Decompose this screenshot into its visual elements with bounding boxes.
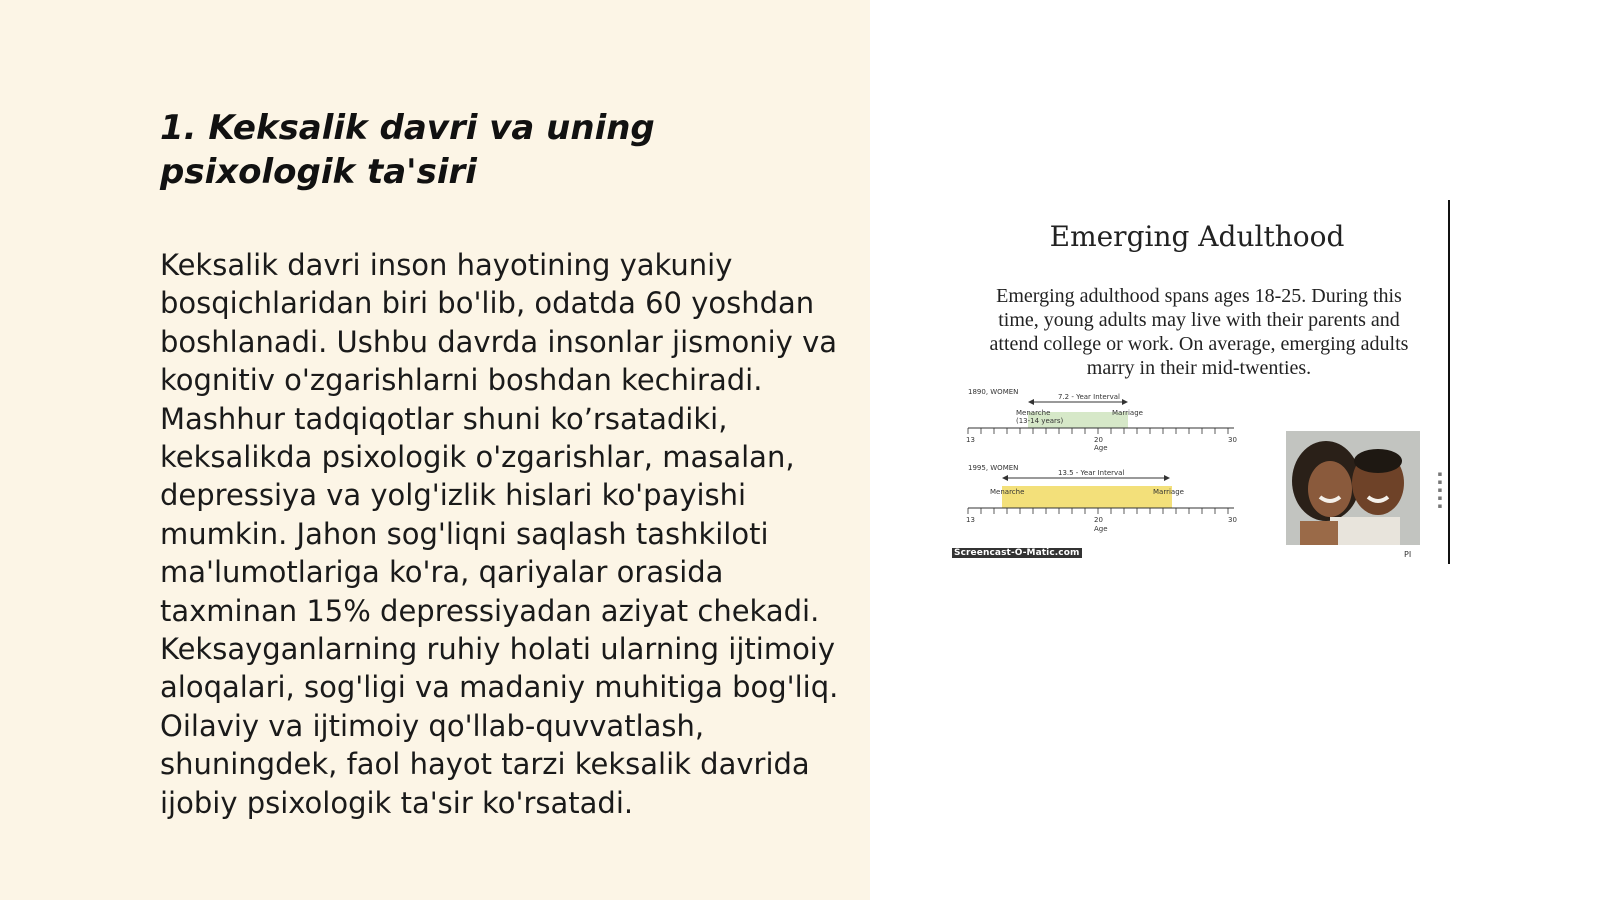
couple-photo bbox=[1286, 431, 1420, 545]
watermark: Screencast-O-Matic.com bbox=[954, 548, 1080, 558]
emerging-adulthood-figure bbox=[948, 200, 1450, 564]
timeline-2-start: Menarche bbox=[990, 488, 1025, 496]
timeline-1-start: Menarche bbox=[1016, 409, 1051, 417]
couple-photo-image bbox=[1286, 431, 1420, 545]
timeline-1-tick-label: 13 bbox=[966, 436, 975, 444]
arrow-right-icon bbox=[1164, 475, 1170, 481]
timeline-2-tick-label: 13 bbox=[966, 516, 975, 524]
timeline-2-axis-title: Age bbox=[1094, 525, 1108, 533]
page-number: PI bbox=[1404, 550, 1412, 559]
slide-body-text: Keksalik davri inson hayotining yakuniy bosqichlaridan biri bo'lib, odatda 60 yoshdan boshlanadi. Ushbu davrda insonlar jismoniy va kognitiv o'zgarishlarni boshdan kechiradi. Mashhur tadqiqotlar shuni ko’rsatadiki, keksalikda psixologik o'zgarishlar, masalan, depressiya va yolg'izlik hislari ko'payishi mumkin. Jahon sog'liqni saqlash tashkiloti ma'lumotlariga ko'ra, qariyalar orasida taxminan 15% depressiyadan aziyat chekadi. Keksayganlarning ruhiy holati ularning ijtimoiy aloqalari, sog'ligi va madaniy muhitiga bog'liq. Oilaviy va ijtimoiy qo'llab-quvvatlash, shuningdek, faol hayot tarzi keksalik davrida ijobiy psixologik ta'sir ko'rsatadi. bbox=[160, 248, 839, 820]
timeline-2-interval: 13.5 - Year Interval bbox=[1058, 469, 1125, 477]
figure-border bbox=[1448, 200, 1450, 564]
timeline-2-label: 1995, WOMEN bbox=[968, 464, 1019, 472]
slide-title: 1. Keksalik davri va uning psixologik ta'siri bbox=[160, 108, 655, 192]
timeline-1-ticks bbox=[968, 428, 1228, 434]
figure-title: Emerging Adulthood bbox=[1049, 220, 1345, 253]
timeline-diagram bbox=[948, 386, 1248, 546]
timeline-2-tick-label: 30 bbox=[1228, 516, 1237, 524]
timeline-1-start-sub: (13-14 years) bbox=[1016, 417, 1064, 425]
figure-caption: Emerging adulthood spans ages 18-25. During this time, young adults may live with their parents and attend college or work. On average, emerging adults marry in their mid-twenties. bbox=[989, 285, 1409, 379]
timeline-1-end: Marriage bbox=[1112, 409, 1143, 417]
timeline-2-ticks bbox=[968, 508, 1228, 514]
timeline-1-label: 1890, WOMEN bbox=[968, 388, 1019, 396]
timeline-1-tick-label: 30 bbox=[1228, 436, 1237, 444]
timeline-2-tick-label: 20 bbox=[1094, 516, 1103, 524]
arrow-right-icon bbox=[1122, 399, 1128, 405]
side-credit-mark: ▪▪▪▪▪ bbox=[1436, 470, 1444, 510]
arrow-left-icon bbox=[1028, 399, 1034, 405]
timeline-1-tick-label: 20 bbox=[1094, 436, 1103, 444]
timeline-1-axis-title: Age bbox=[1094, 444, 1108, 452]
timeline-2-end: Marriage bbox=[1153, 488, 1184, 496]
timeline-1-interval: 7.2 - Year Interval bbox=[1058, 393, 1120, 401]
arrow-left-icon bbox=[1002, 475, 1008, 481]
timeline-2-bar bbox=[1002, 486, 1172, 508]
